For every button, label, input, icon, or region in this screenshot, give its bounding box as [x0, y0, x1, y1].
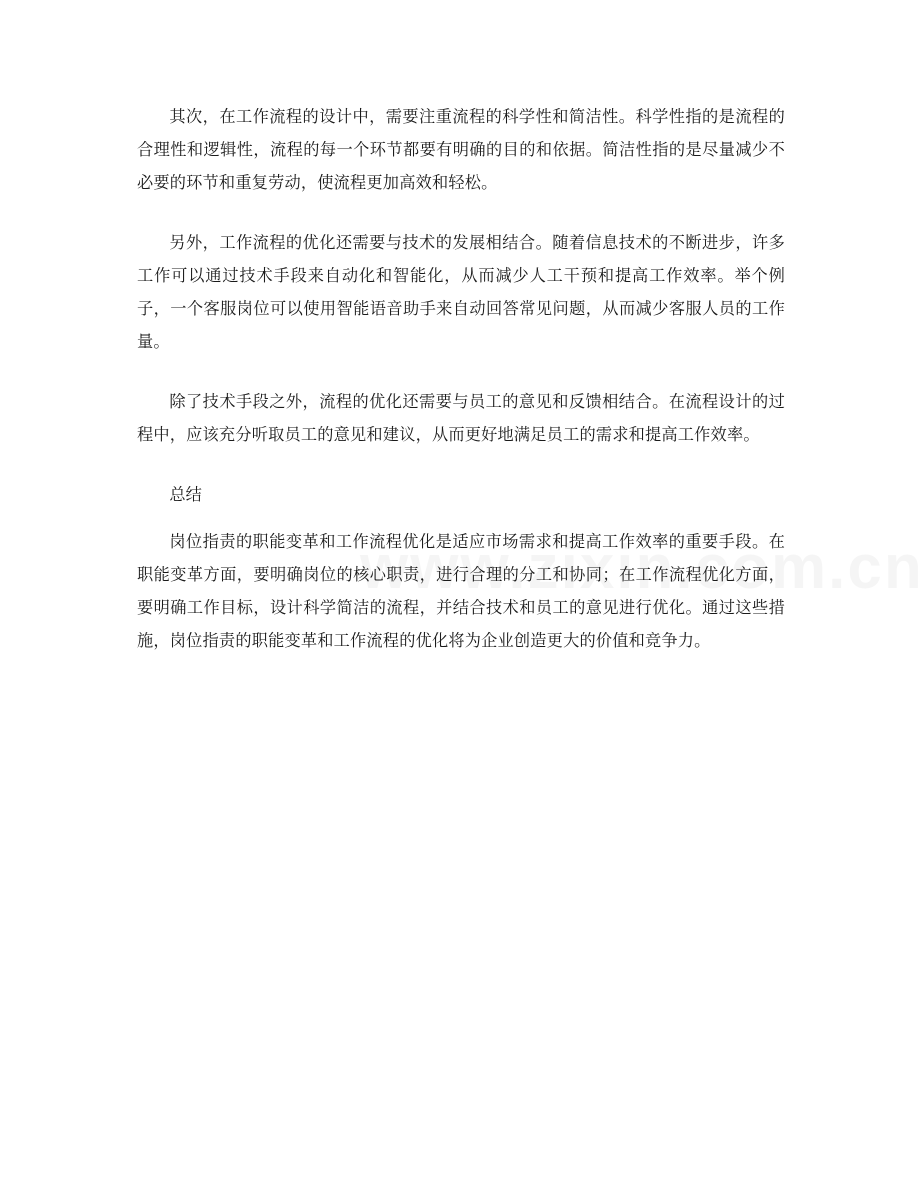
- paragraph-technology: 另外，工作流程的优化还需要与技术的发展相结合。随着信息技术的不断进步，许多工作可以通过技术手段来自动化和智能化，从而减少人工干预和提高工作效率。举个例子，一个客服岗位可以使用智能语音助手来自动回答常见问题，从而减少客服人员的工作量。: [137, 233, 785, 351]
- summary-paragraph: 岗位指责的职能变革和工作流程优化是适应市场需求和提高工作效率的重要手段。在职能变革方面，要明确岗位的核心职责，进行合理的分工和协同；在工作流程优化方面，要明确工作目标，设计科学简洁的流程，并结合技术和员工的意见进行优化。通过这些措施，岗位指责的职能变革和工作流程的优化将为企业创造更大的价值和竞争力。: [137, 532, 785, 650]
- summary-heading: 总结: [169, 485, 202, 504]
- paragraph-workflow-design: 其次，在工作流程的设计中，需要注重流程的科学性和简洁性。科学性指的是流程的合理性和逻辑性，流程的每一个环节都要有明确的目的和依据。简洁性指的是尽量减少不必要的环节和重复劳动，使流程更加高效和轻松。: [137, 107, 785, 192]
- paragraph-employee-feedback: 除了技术手段之外，流程的优化还需要与员工的意见和反馈相结合。在流程设计的过程中，应该充分听取员工的意见和建议，从而更好地满足员工的需求和提高工作效率。: [137, 392, 785, 444]
- document-page: [137, 100, 785, 684]
